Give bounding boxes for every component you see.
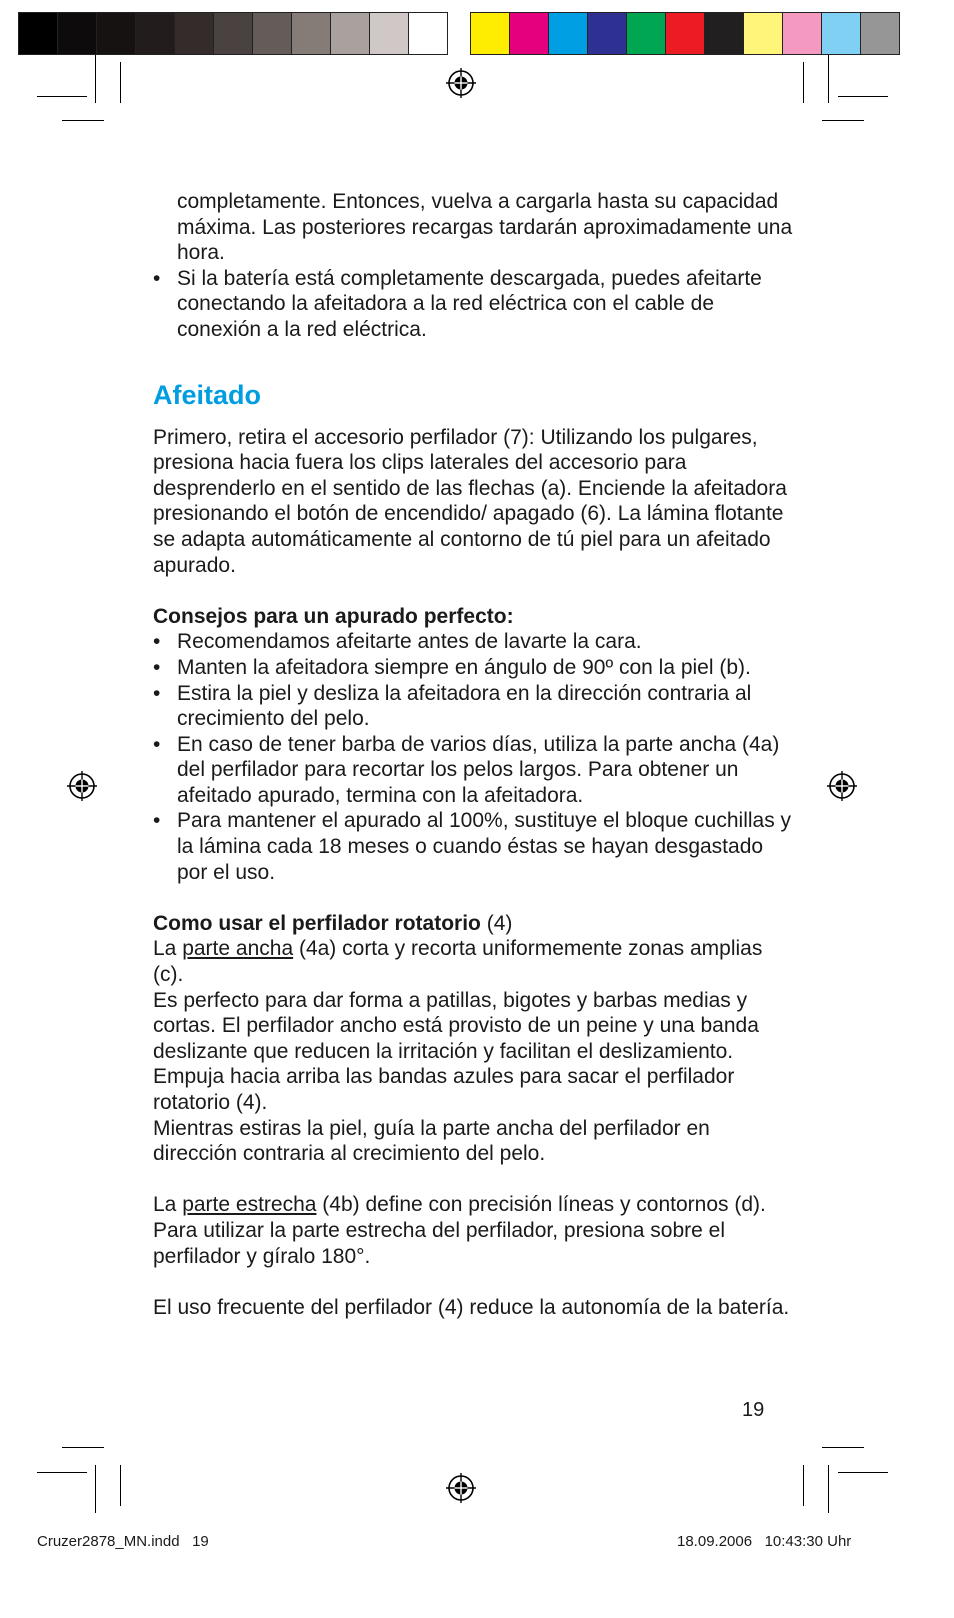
color-swatch	[96, 12, 136, 55]
crop-mark	[120, 1465, 121, 1506]
crop-mark	[838, 1472, 888, 1473]
slug-timestamp: 18.09.2006 10:43:30 Uhr	[677, 1533, 852, 1550]
color-swatch	[470, 12, 510, 55]
crop-mark	[838, 96, 888, 97]
section-paragraph: Primero, retira el accesorio perfilador (7): Utilizando los pulgares, presiona hacia fuera los clips laterales del accesorio para desprenderlo en el sentido de las flechas (a). Enciende la afeitadora presionando el botón de encendido/ apagado (6). La lámina flotante se adapta automáticamente al contorno de tú piel para un afeitado apurado.	[153, 425, 787, 577]
list-item-text: Estira la piel y desliza la afeitadora en la dirección contraria al crecimiento del pelo.	[177, 681, 752, 731]
bullet-marker: •	[153, 266, 161, 290]
trimmer-heading-rest: (4)	[480, 911, 513, 935]
crop-mark	[37, 96, 87, 97]
slug-file-info: Cruzer2878_MN.indd 19	[37, 1533, 209, 1550]
section-heading: Afeitado	[153, 379, 261, 410]
color-swatch	[782, 12, 822, 55]
list-item-text: Manten la afeitadora siempre en ángulo de 90º con la piel (b).	[177, 655, 751, 679]
wide-part-detail: Es perfecto para dar forma a patillas, bigotes y barbas medias y cortas. El perfilador ancho está provisto de un peine y una banda deslizante que reducen la irritación y facilitan el deslizamiento. Empuja hacia arriba las bandas azules para sacar el perfilador rotatorio (4).	[153, 988, 759, 1114]
wide-part-paragraph: La parte ancha (4a) corta y recorta uniformemente zonas amplias (c).	[153, 937, 763, 987]
registration-mark-icon	[67, 771, 97, 801]
crop-mark	[95, 1465, 96, 1513]
list-item-text: Para mantener el apurado al 100%, sustituye el bloque cuchillas y la lámina cada 18 meses o cuando éstas se hayan desgastado por el uso.	[177, 809, 792, 884]
color-swatch	[509, 12, 549, 55]
page-body	[153, 189, 793, 1320]
crop-mark	[62, 1447, 104, 1448]
narrow-part-term: parte estrecha	[182, 1193, 317, 1217]
list-item-text: Recomendamos afeitarte antes de lavarte la cara.	[177, 630, 642, 654]
list-item	[153, 732, 793, 809]
color-swatch	[548, 12, 588, 55]
crop-mark	[37, 1472, 87, 1473]
color-swatch	[135, 12, 175, 55]
registration-mark-icon	[446, 1473, 476, 1503]
color-swatch	[587, 12, 627, 55]
list-item	[153, 681, 793, 732]
crop-mark	[803, 62, 804, 103]
crop-mark	[95, 55, 96, 103]
wide-part-usage: Mientras estiras la piel, guía la parte ancha del perfilador en dirección contraria al crecimiento del pelo.	[153, 1116, 710, 1166]
color-swatch	[57, 12, 97, 55]
color-swatch	[330, 12, 370, 55]
color-swatch	[174, 12, 214, 55]
list-item	[153, 655, 793, 681]
crop-mark	[803, 1465, 804, 1506]
bullet-marker: •	[153, 681, 161, 705]
color-swatch	[369, 12, 409, 55]
trimmer-heading-bold: Como usar el perfilador rotatorio	[153, 911, 481, 935]
bullet-marker: •	[153, 809, 161, 833]
registration-mark-icon	[446, 68, 476, 98]
bullet-marker: •	[153, 655, 161, 679]
color-swatch	[860, 12, 900, 55]
color-swatch	[665, 12, 705, 55]
tips-list	[153, 629, 793, 885]
list-item	[153, 629, 793, 655]
grayscale-color-bar	[18, 12, 447, 55]
crop-mark	[822, 120, 864, 121]
narrow-part-paragraph: La parte estrecha (4b) define con precisión líneas y contornos (d). Para utilizar la parte estrecha del perfilador, presiona sobre el perfilador y gíralo 180°.	[153, 1193, 766, 1268]
tips-heading: Consejos para un apurado perfecto:	[153, 604, 514, 628]
crop-mark	[828, 1465, 829, 1513]
trimmer-heading	[153, 911, 793, 937]
page-number: 19	[742, 1399, 765, 1421]
color-swatch	[18, 12, 58, 55]
color-swatch	[252, 12, 292, 55]
intro-continuation: completamente. Entonces, vuelva a cargarla hasta su capacidad máxima. Las posteriores recargas tardarán aproximadamente una hora.	[177, 190, 793, 265]
bullet-marker: •	[153, 630, 161, 654]
color-swatch	[291, 12, 331, 55]
crop-mark	[62, 120, 104, 121]
list-item	[153, 808, 793, 885]
wide-part-term: parte ancha	[182, 937, 294, 961]
color-swatch	[213, 12, 253, 55]
list-item-text: En caso de tener barba de varios días, utiliza la parte ancha (4a) del perfilador para recortar los pelos largos. Para obtener un afeitado apurado, termina con la afeitadora.	[177, 732, 780, 807]
color-swatch	[821, 12, 861, 55]
color-swatch	[704, 12, 744, 55]
color-swatch	[408, 12, 448, 55]
crop-mark	[120, 62, 121, 103]
list-item	[153, 266, 793, 343]
bullet-marker: •	[153, 732, 161, 756]
color-swatch	[743, 12, 783, 55]
color-swatch	[626, 12, 666, 55]
crop-mark	[828, 55, 829, 103]
list-item-text: Si la batería está completamente descargada, puedes afeitarte conectando la afeitadora a la red eléctrica con el cable de conexión a la red eléctrica.	[177, 266, 762, 341]
crop-mark	[822, 1447, 864, 1448]
battery-note: El uso frecuente del perfilador (4) reduce la autonomía de la batería.	[153, 1295, 790, 1319]
process-color-bar	[470, 12, 899, 55]
registration-mark-icon	[827, 771, 857, 801]
